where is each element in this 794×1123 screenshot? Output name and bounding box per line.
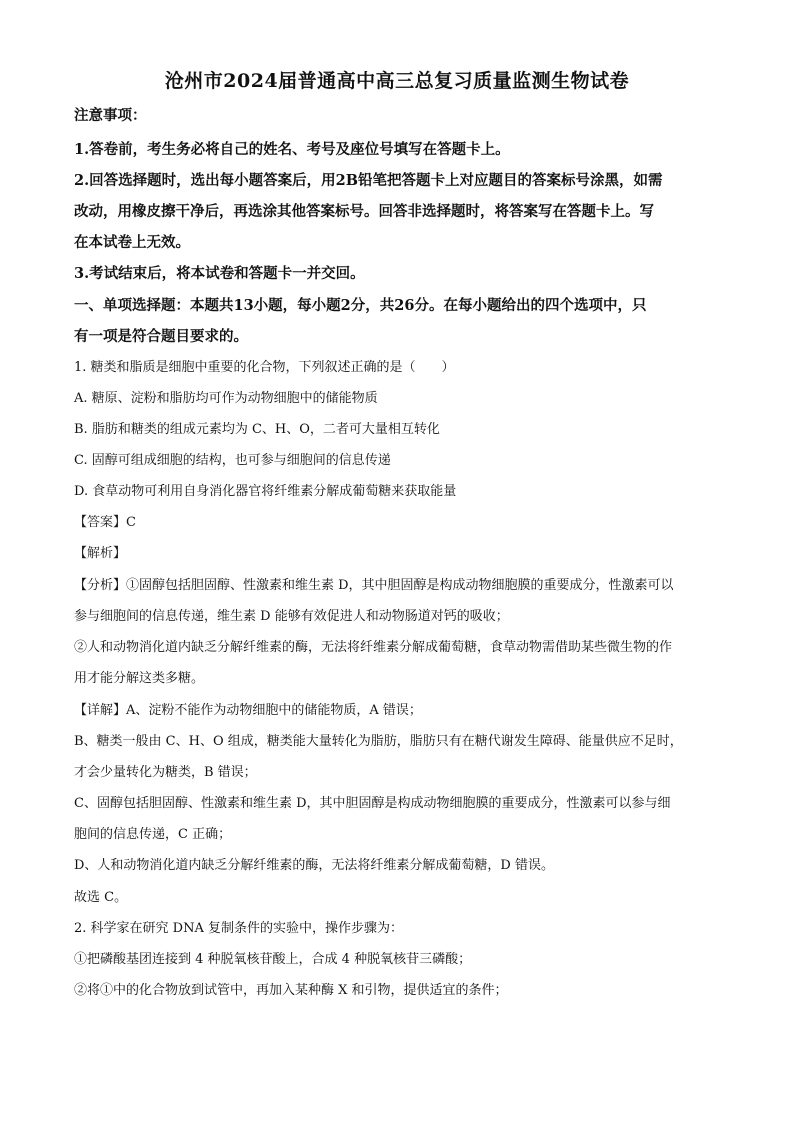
analysis-line: ②人和动物消化道内缺乏分解纤维素的酶，无法将纤维素分解成葡萄糖，食草动物需借助某些微生物的作 [74, 640, 673, 655]
analysis-line: 才会少量转化为糖类，B 错误； [74, 765, 257, 780]
option-c: C. 固醇可组成细胞的结构，也可参与细胞间的信息传递 [74, 453, 391, 468]
analysis-line: 【分析】①固醇包括胆固醇、性激素和维生素 D，其中胆固醇是构成动物细胞膜的重要成分，性激素可以 [74, 578, 674, 593]
notice-item: 1.答卷前，考生务必将自己的姓名、考号及座位号填写在答题卡上。 [74, 141, 510, 158]
analysis-line: 参与细胞间的信息传递，维生素 D 能够有效促进人和动物肠道对钙的吸收； [74, 609, 509, 624]
page-title: 沧州市2024届普通高中高三总复习质量监测生物试卷 [164, 70, 630, 92]
option-a: A. 糖原、淀粉和脂肪均可作为动物细胞中的储能物质 [74, 391, 378, 406]
question-2-step: ②将①中的化合物放到试管中，再加入某种酶 X 和引物，提供适宜的条件； [74, 983, 508, 998]
question-2-step: ①把磷酸基团连接到 4 种脱氧核苷酸上，合成 4 种脱氧核苷三磷酸； [74, 952, 472, 967]
analysis-line: 【详解】A、淀粉不能作为动物细胞中的储能物质，A 错误； [74, 703, 422, 718]
question-1-stem: 1. 糖类和脂质是细胞中重要的化合物，下列叙述正确的是（ ） [74, 360, 455, 375]
analysis-line: D、人和动物消化道内缺乏分解纤维素的酶，无法将纤维素分解成葡萄糖，D 错误。 [74, 858, 554, 873]
section-heading: 一、单项选择题：本题共13小题，每小题2分，共26分。在每小题给出的四个选项中，只 [74, 297, 647, 314]
analysis-line: C、固醇包括胆固醇、性激素和维生素 D，其中胆固醇是构成动物细胞膜的重要成分，性激素可以参与细 [74, 796, 671, 811]
analysis-line: 故选 C。 [74, 890, 128, 905]
analysis-line: 胞间的信息传递，C 正确； [74, 827, 232, 842]
analysis-label: 【解析】 [74, 546, 127, 561]
notice-item: 在本试卷上无效。 [74, 234, 190, 251]
question-2-stem: 2. 科学家在研究 DNA 复制条件的实验中，操作步骤为： [74, 921, 403, 936]
notice-heading: 注意事项： [74, 107, 147, 124]
option-d: D. 食草动物可利用自身消化器官将纤维素分解成葡萄糖来获取能量 [74, 484, 457, 499]
notice-item: 2.回答选择题时，选出每小题答案后，用2B铅笔把答题卡上对应题目的答案标号涂黑，如需 [74, 172, 663, 189]
notice-item: 3.考试结束后，将本试卷和答题卡一并交回。 [74, 265, 365, 282]
section-heading: 有一项是符合题目要求的。 [74, 328, 248, 345]
answer-label: 【答案】C [74, 515, 136, 530]
analysis-line: B、糖类一般由 C、H、O 组成，糖类能大量转化为脂肪，脂肪只有在糖代谢发生障碍、能量供应不足时， [74, 734, 683, 749]
notice-item: 改动，用橡皮擦干净后，再选涂其他答案标号。回答非选择题时，将答案写在答题卡上。写 [74, 203, 654, 220]
analysis-line: 用才能分解这类多糖。 [74, 671, 205, 686]
option-b: B. 脂肪和糖类的组成元素均为 C、H、O，二者可大量相互转化 [74, 422, 440, 437]
